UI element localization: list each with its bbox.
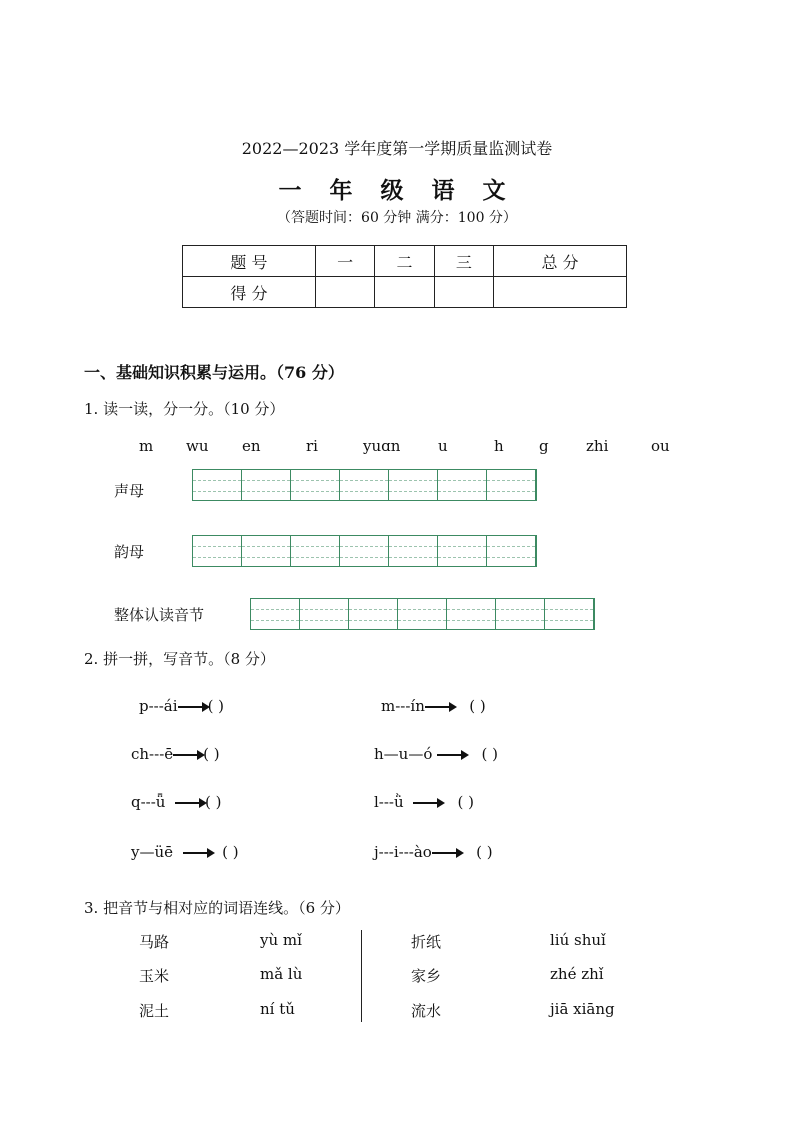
pinyin-item: g	[539, 437, 549, 455]
exam-info: （答题时间：60 分钟 满分：100 分）	[277, 210, 517, 226]
match-pinyin-left[interactable]: yù mǐ	[260, 931, 302, 949]
spell-expression: m---ín	[381, 697, 425, 715]
arrow-right-icon	[173, 754, 203, 756]
score-input-cell[interactable]	[494, 277, 627, 308]
match-word-right[interactable]: 家乡	[411, 967, 442, 985]
spell-expression: j---i---ào	[374, 843, 432, 861]
spell-item	[139, 697, 224, 715]
spell-item	[374, 745, 498, 763]
score-input-cell[interactable]	[315, 277, 374, 308]
arrow-right-icon	[413, 802, 443, 804]
pinyin-list	[0, 437, 794, 457]
section-title: 一、基础知识积累与运用。（76 分）	[84, 363, 344, 382]
category-label-initials: 声母	[114, 482, 145, 500]
match-word-right[interactable]: 流水	[411, 1002, 442, 1020]
answer-blank[interactable]: ( )	[457, 793, 475, 811]
pinyin-item: ou	[651, 437, 670, 455]
exam-title: 2022—2023 学年度第一学期质量监测试卷	[241, 139, 553, 158]
arrow-right-icon	[175, 802, 205, 804]
pinyin-item: u	[438, 437, 448, 455]
spell-expression: q---ǖ	[131, 793, 166, 811]
match-pinyin-right[interactable]: liú shuǐ	[550, 931, 606, 949]
category-label-whole-syllables: 整体认读音节	[114, 606, 205, 624]
answer-blank[interactable]: ( )	[205, 793, 222, 811]
score-input-cell[interactable]	[375, 277, 434, 308]
pinyin-item: ri	[306, 437, 318, 455]
writing-grid-finals[interactable]	[192, 535, 537, 567]
match-word-left[interactable]: 泥土	[139, 1002, 170, 1020]
spell-expression: p---ái	[139, 697, 178, 715]
pinyin-item: wu	[186, 437, 209, 455]
spell-item	[131, 793, 222, 811]
match-pinyin-right[interactable]: zhé zhǐ	[550, 965, 604, 983]
score-table-header-row	[183, 246, 627, 277]
match-word-left[interactable]: 马路	[139, 933, 170, 951]
spell-item	[131, 745, 220, 763]
score-table-cell: 一	[315, 246, 374, 277]
match-word-left[interactable]: 玉米	[139, 967, 170, 985]
answer-blank[interactable]: ( )	[203, 745, 220, 763]
spell-item	[374, 793, 474, 811]
question-3-title: 3. 把音节与相对应的词语连线。（6 分）	[84, 899, 350, 917]
column-divider	[361, 930, 362, 1022]
answer-blank[interactable]: ( )	[469, 697, 486, 715]
match-pinyin-left[interactable]: mǎ lù	[260, 965, 303, 983]
spell-item	[131, 843, 239, 861]
score-input-cell[interactable]	[434, 277, 493, 308]
writing-grid-whole-syllables[interactable]	[250, 598, 595, 630]
arrow-right-icon	[432, 852, 462, 854]
answer-blank[interactable]: ( )	[207, 697, 225, 715]
score-table-cell: 二	[375, 246, 434, 277]
spell-expression: h—u—ó	[374, 745, 433, 763]
score-table-score-row	[183, 277, 627, 308]
writing-grid-initials[interactable]	[192, 469, 537, 501]
arrow-right-icon	[183, 852, 213, 854]
spell-expression: y—üē	[131, 843, 174, 861]
pinyin-item: en	[242, 437, 261, 455]
question-2-title: 2. 拼一拼，写音节。（8 分）	[84, 650, 275, 668]
spell-item	[374, 843, 493, 861]
score-table-cell: 题 号	[183, 246, 316, 277]
category-label-finals: 韵母	[114, 543, 145, 561]
arrow-right-icon	[437, 754, 467, 756]
pinyin-item: h	[494, 437, 504, 455]
score-table-cell: 三	[434, 246, 493, 277]
pinyin-item: yuɑn	[363, 437, 401, 455]
arrow-right-icon	[425, 706, 455, 708]
pinyin-item: m	[139, 437, 154, 455]
question-1-title: 1. 读一读，分一分。（10 分）	[84, 400, 285, 418]
match-word-right[interactable]: 折纸	[411, 933, 442, 951]
arrow-right-icon	[178, 706, 208, 708]
spell-item	[381, 697, 486, 715]
answer-blank[interactable]: ( )	[222, 843, 239, 861]
subject-title: 一 年 级 语 文	[278, 177, 516, 204]
score-table-cell: 总 分	[494, 246, 627, 277]
match-pinyin-left[interactable]: ní tǔ	[260, 1000, 295, 1018]
answer-blank[interactable]: ( )	[481, 745, 498, 763]
spell-expression: ch---ē	[131, 745, 174, 763]
spell-expression: l---ǜ	[374, 793, 404, 811]
score-table	[182, 245, 627, 308]
answer-blank[interactable]: ( )	[476, 843, 493, 861]
match-pinyin-right[interactable]: jiā xiāng	[550, 1000, 615, 1018]
score-table-cell: 得 分	[183, 277, 316, 308]
pinyin-item: zhi	[586, 437, 609, 455]
